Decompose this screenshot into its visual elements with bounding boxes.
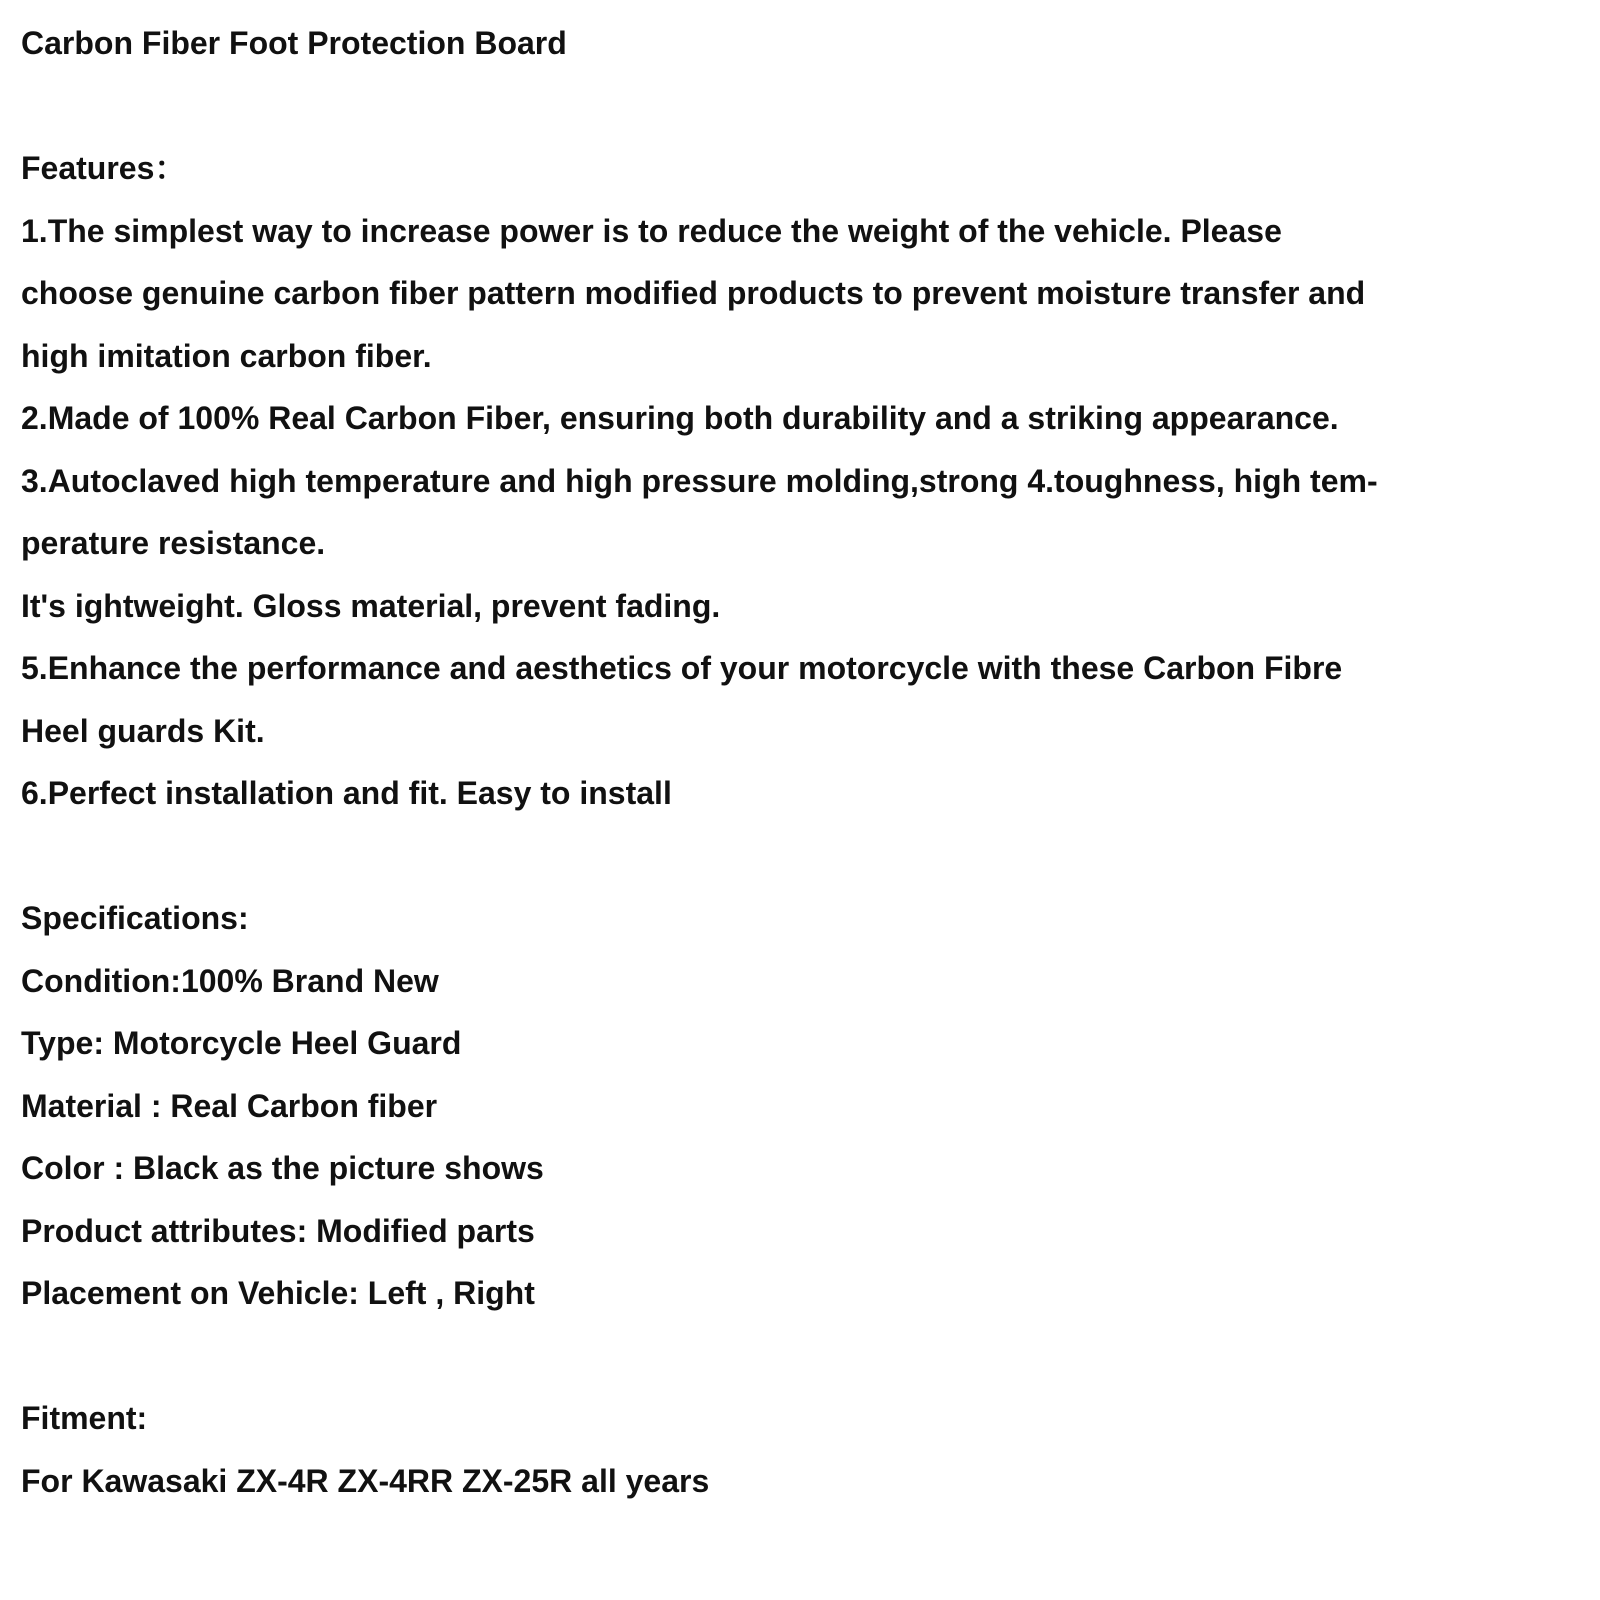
features-line: perature resistance. <box>21 525 326 561</box>
spec-material: Material : Real Carbon fiber <box>21 1087 438 1124</box>
features-line: It's ightweight. Gloss material, prevent fading. <box>21 587 721 624</box>
document-title: Carbon Fiber Foot Protection Board <box>21 25 567 61</box>
features-heading: Features： <box>21 150 187 186</box>
spec-product-attributes: Product attributes: Modified parts <box>21 1212 535 1249</box>
product-description <box>21 12 1581 1512</box>
fitment-heading: Fitment: <box>21 1400 148 1436</box>
features-line: high imitation carbon fiber. <box>21 337 432 374</box>
features-line: 2.Made of 100% Real Carbon Fiber, ensuring both durability and a striking appearance. <box>21 400 1339 436</box>
spec-condition: Condition:100% Brand New <box>21 962 439 999</box>
spacer <box>21 1325 1581 1388</box>
spacer <box>21 825 1581 888</box>
features-line: 5.Enhance the performance and aesthetics of your motorcycle with these Carbon Fibre <box>21 650 1343 686</box>
features-line: choose genuine carbon fiber pattern modified products to prevent moisture transfer and <box>21 275 1366 311</box>
fitment-line: For Kawasaki ZX-4R ZX-4RR ZX-25R all years <box>21 1462 710 1499</box>
features-line: 3.Autoclaved high temperature and high pressure molding,strong 4.toughness, high tem- <box>21 462 1378 499</box>
spec-type: Type: Motorcycle Heel Guard <box>21 1025 462 1061</box>
features-line: 1.The simplest way to increase power is to reduce the weight of the vehicle. Please <box>21 212 1282 249</box>
spec-placement: Placement on Vehicle: Left , Right <box>21 1275 535 1311</box>
features-line: 6.Perfect installation and fit. Easy to install <box>21 775 672 811</box>
spacer <box>21 75 1581 138</box>
specifications-heading: Specifications: <box>21 900 249 936</box>
spec-color: Color : Black as the picture shows <box>21 1150 544 1186</box>
features-line: Heel guards Kit. <box>21 712 265 749</box>
